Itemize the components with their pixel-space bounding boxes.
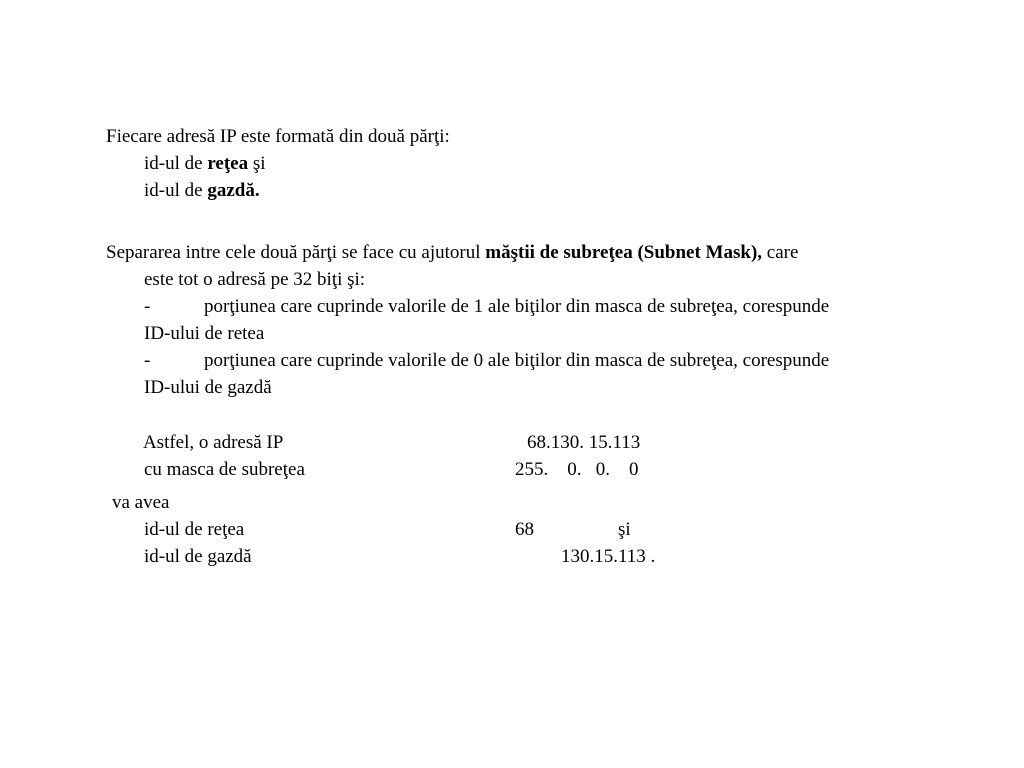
example-mask-label-text: cu masca de subreţea bbox=[144, 459, 305, 480]
intro-part-network-suffix: şi bbox=[248, 153, 266, 174]
mask-line-2-text: este tot o adresă pe 32 biţi şi: bbox=[144, 269, 366, 290]
example-va-avea-text: va avea bbox=[112, 492, 170, 513]
bullet-1-text-content: porţiunea care cuprinde valorile de 1 ale biţilor din masca de subreţea, corespunde bbox=[204, 296, 830, 317]
bullet-2-cont-text: ID-ului de gazdă bbox=[144, 377, 272, 398]
bullet-1-cont-text: ID-ului de retea bbox=[144, 323, 265, 344]
example-host-label bbox=[125, 518, 252, 596]
bullet-1-dash-text: - bbox=[144, 296, 151, 317]
mask-line-1-bold: măştii de subreţea (Subnet Mask), bbox=[485, 242, 763, 263]
example-ip-label-text: Astfel, o adresă IP bbox=[142, 432, 284, 453]
intro-part-host-prefix: id-ul de bbox=[144, 180, 208, 201]
bullet-2-dash-text: - bbox=[144, 350, 151, 371]
mask-line-1-suffix: care bbox=[762, 242, 799, 263]
intro-part-network-bold: reţea bbox=[207, 153, 249, 174]
example-host-label-text: id-ul de gazdă bbox=[144, 546, 252, 567]
example-network-label-text: id-ul de reţea bbox=[144, 519, 245, 540]
bullet-2-text-content: porţiunea care cuprinde valorile de 0 ale biţilor din masca de subreţea, corespunde bbox=[204, 350, 830, 371]
example-network-value bbox=[496, 491, 534, 569]
intro-heading-text: Fiecare adresă IP este formată din două părţi: bbox=[106, 126, 450, 147]
bullet-2-text bbox=[185, 322, 829, 400]
example-ip-value-text: 68.130. 15.113 bbox=[527, 432, 641, 453]
intro-part-network-prefix: id-ul de bbox=[144, 153, 208, 174]
example-mask-value-text: 255. 0. 0. 0 bbox=[515, 459, 639, 480]
example-host-value-text: 130.15.113 . bbox=[561, 546, 656, 567]
example-network-value-text: 68 bbox=[515, 519, 534, 540]
intro-part-host-bold: gazdă. bbox=[207, 180, 260, 201]
example-host-value bbox=[542, 518, 655, 596]
mask-line-1-prefix: Separarea intre cele două părţi se face cu ajutorul bbox=[106, 242, 486, 263]
example-network-extra-text: şi bbox=[618, 519, 631, 540]
